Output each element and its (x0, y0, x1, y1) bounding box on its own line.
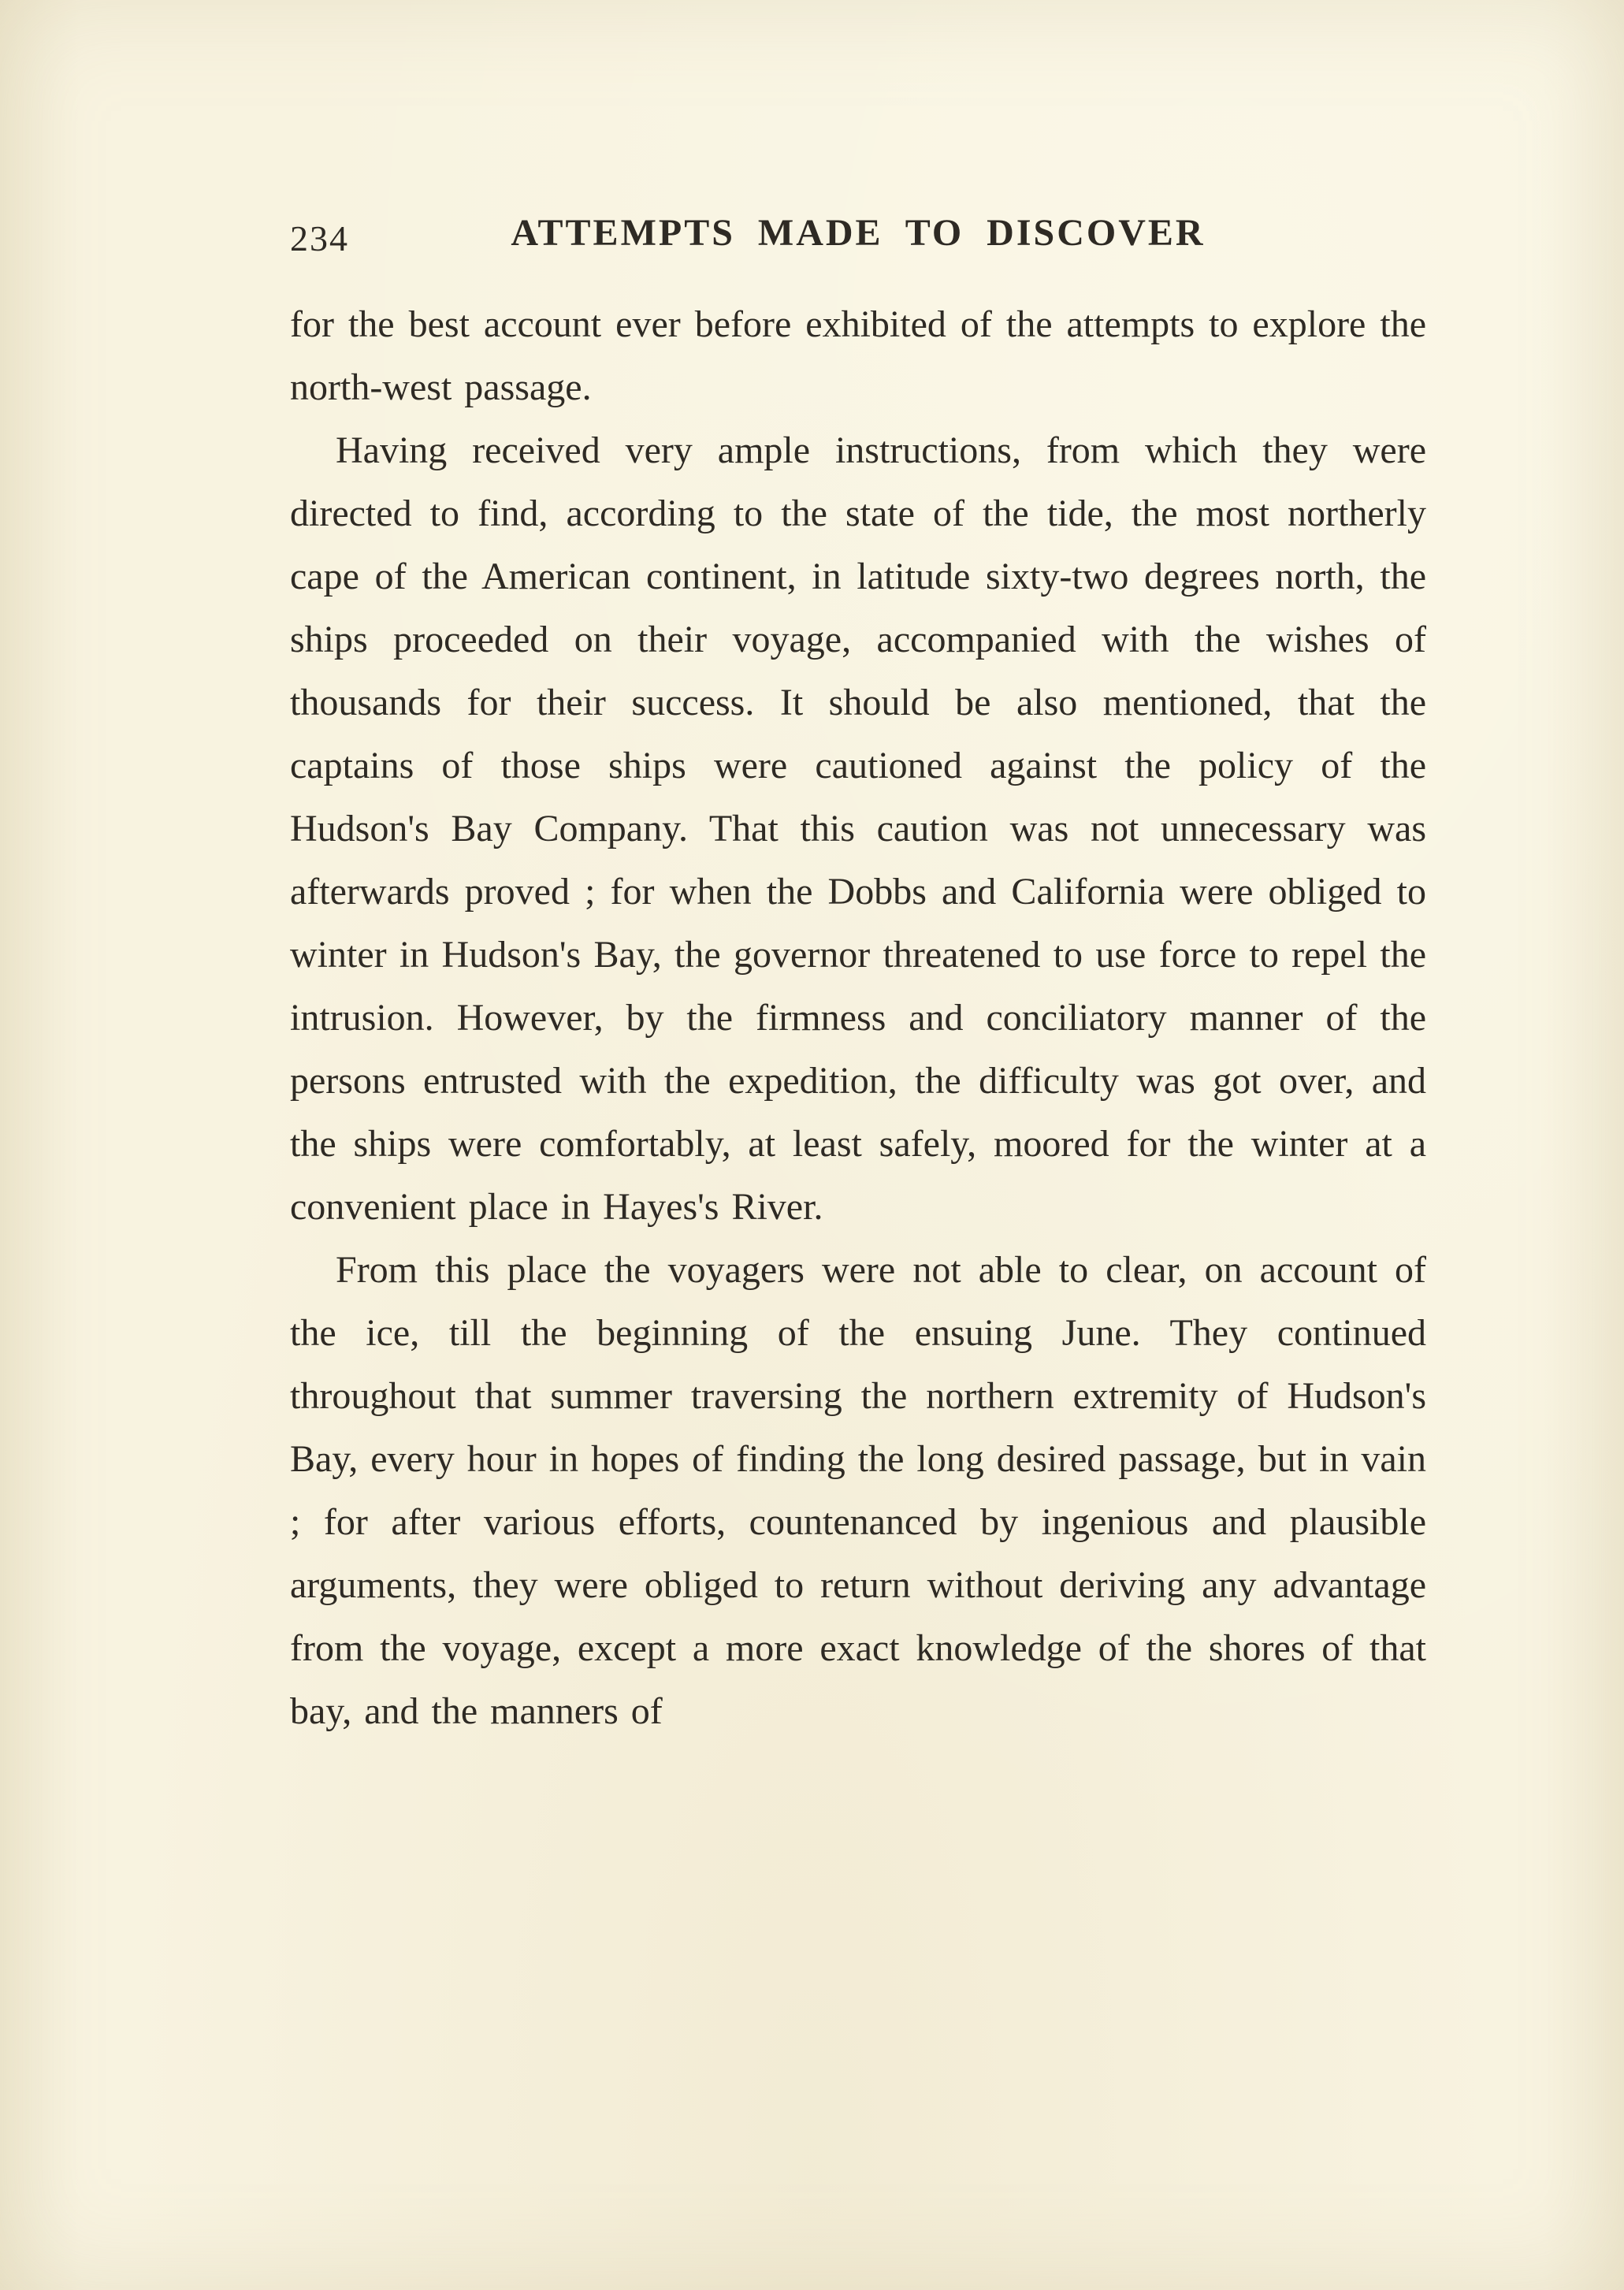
page-number: 234 (290, 218, 349, 258)
page-header (290, 211, 1426, 266)
paragraph: for the best account ever before exhibited of the attempts to explore the north-west passage. (290, 303, 1426, 408)
paragraph: Having received very ample instructions, from which they were directed to find, according to the state of the tide, the most northerly cape of the American continent, in latitude sixty-two degrees north, the ships proceeded on their voyage, accompanied with the wishes of thousands for their success. It should be also mentioned, that the captains of those ships were cautioned against the policy of the Hudson's Bay Company. That this caution was not unnecessary was afterwards proved ; for when the Dobbs and California were obliged to winter in Hudson's Bay, the governor threatened to use force to repel the intrusion. However, by the firmness and conciliatory manner of the persons entrusted with the expedition, the difficulty was got over, and the ships were comfortably, at least safely, moored for the winter at a convenient place in Hayes's River. (290, 429, 1426, 1228)
body-text (290, 293, 1426, 1743)
running-header: ATTEMPTS MADE TO DISCOVER (511, 212, 1206, 254)
paragraph: From this place the voyagers were not able to clear, on account of the ice, till the beginning of the ensuing June. They continued throughout that summer traversing the northern extremity of Hudson's Bay, every hour in hopes of finding the long desired passage, but in vain ; for after various efforts, countenanced by ingenious and plausible arguments, they were obliged to return without deriving any advantage from the voyage, except a more exact knowledge of the shores of that bay, and the manners of (290, 1249, 1426, 1732)
